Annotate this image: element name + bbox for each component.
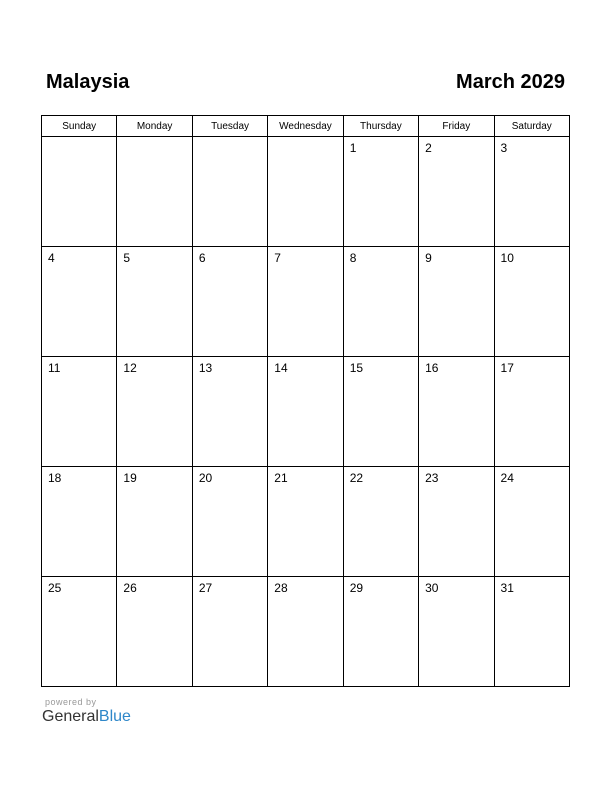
weekday-tuesday: Tuesday (192, 116, 267, 137)
day-number: 16 (425, 361, 439, 375)
day-cell (268, 357, 343, 467)
day-cell (117, 577, 192, 687)
day-cell (192, 357, 267, 467)
day-number: 25 (48, 581, 62, 595)
week-row (42, 137, 570, 247)
day-number (193, 137, 267, 141)
day-cell (343, 467, 418, 577)
day-number: 29 (349, 581, 364, 595)
weekday-saturday: Saturday (494, 116, 569, 137)
day-cell (192, 137, 267, 247)
day-cell (268, 137, 343, 247)
day-cell (42, 247, 117, 357)
day-cell (42, 357, 117, 467)
day-cell (42, 467, 117, 577)
day-number: 9 (425, 251, 432, 265)
weekday-sunday: Sunday (42, 116, 117, 137)
day-number: 1 (349, 141, 357, 155)
day-number: 3 (500, 141, 508, 155)
day-number: 20 (198, 471, 213, 485)
weekday-header-row (42, 116, 570, 137)
day-number: 22 (349, 471, 364, 485)
day-cell (117, 247, 192, 357)
day-cell (117, 357, 192, 467)
day-cell (117, 467, 192, 577)
week-row (42, 467, 570, 577)
country-title: Malaysia (46, 71, 130, 93)
day-number: 4 (48, 251, 55, 265)
day-cell (343, 137, 418, 247)
day-number: 23 (425, 471, 439, 485)
day-cell (268, 467, 343, 577)
day-number: 11 (48, 361, 61, 375)
week-row (42, 357, 570, 467)
weekday-wednesday: Wednesday (268, 116, 343, 137)
day-number: 14 (274, 361, 288, 375)
day-cell (117, 137, 192, 247)
powered-by-text: powered by (45, 697, 97, 707)
day-cell (494, 357, 569, 467)
day-cell (268, 577, 343, 687)
footer-branding (42, 697, 131, 726)
day-number: 6 (198, 251, 206, 265)
day-number: 28 (274, 581, 288, 595)
weekday-thursday: Thursday (343, 116, 418, 137)
day-cell (343, 247, 418, 357)
day-number: 17 (500, 361, 514, 375)
generalblue-logo[interactable] (42, 708, 131, 726)
day-cell (42, 577, 117, 687)
month-title: March 2029 (456, 71, 565, 93)
day-cell (419, 577, 494, 687)
day-cell (494, 577, 569, 687)
day-number: 19 (123, 471, 137, 485)
brand-blue-text: Blue (98, 708, 131, 725)
day-number (42, 137, 116, 141)
day-number: 2 (425, 141, 432, 155)
day-cell (192, 247, 267, 357)
brand-general-text: General (42, 708, 99, 725)
day-number: 12 (123, 361, 137, 375)
day-cell (494, 137, 569, 247)
day-number (268, 137, 342, 141)
day-number: 13 (198, 361, 213, 375)
calendar-grid (41, 115, 570, 687)
week-row (42, 577, 570, 687)
day-cell (268, 247, 343, 357)
day-number: 7 (274, 251, 281, 265)
day-number: 30 (425, 581, 439, 595)
day-cell (343, 577, 418, 687)
day-cell (494, 467, 569, 577)
day-number: 24 (500, 471, 514, 485)
day-number: 8 (349, 251, 357, 265)
day-cell (192, 467, 267, 577)
day-number: 18 (48, 471, 62, 485)
day-cell (419, 357, 494, 467)
day-cell (494, 247, 569, 357)
week-row (42, 247, 570, 357)
day-number: 10 (500, 251, 514, 265)
weekday-monday: Monday (117, 116, 192, 137)
day-cell (419, 467, 494, 577)
day-number: 5 (123, 251, 131, 265)
day-cell (343, 357, 418, 467)
weekday-friday: Friday (419, 116, 494, 137)
day-number: 26 (123, 581, 137, 595)
day-number: 15 (349, 361, 364, 375)
day-cell (419, 137, 494, 247)
day-number: 31 (500, 581, 514, 595)
day-number: 21 (274, 471, 288, 485)
day-cell (42, 137, 117, 247)
day-number: 27 (198, 581, 213, 595)
day-number (117, 137, 191, 141)
day-cell (419, 247, 494, 357)
day-cell (192, 577, 267, 687)
